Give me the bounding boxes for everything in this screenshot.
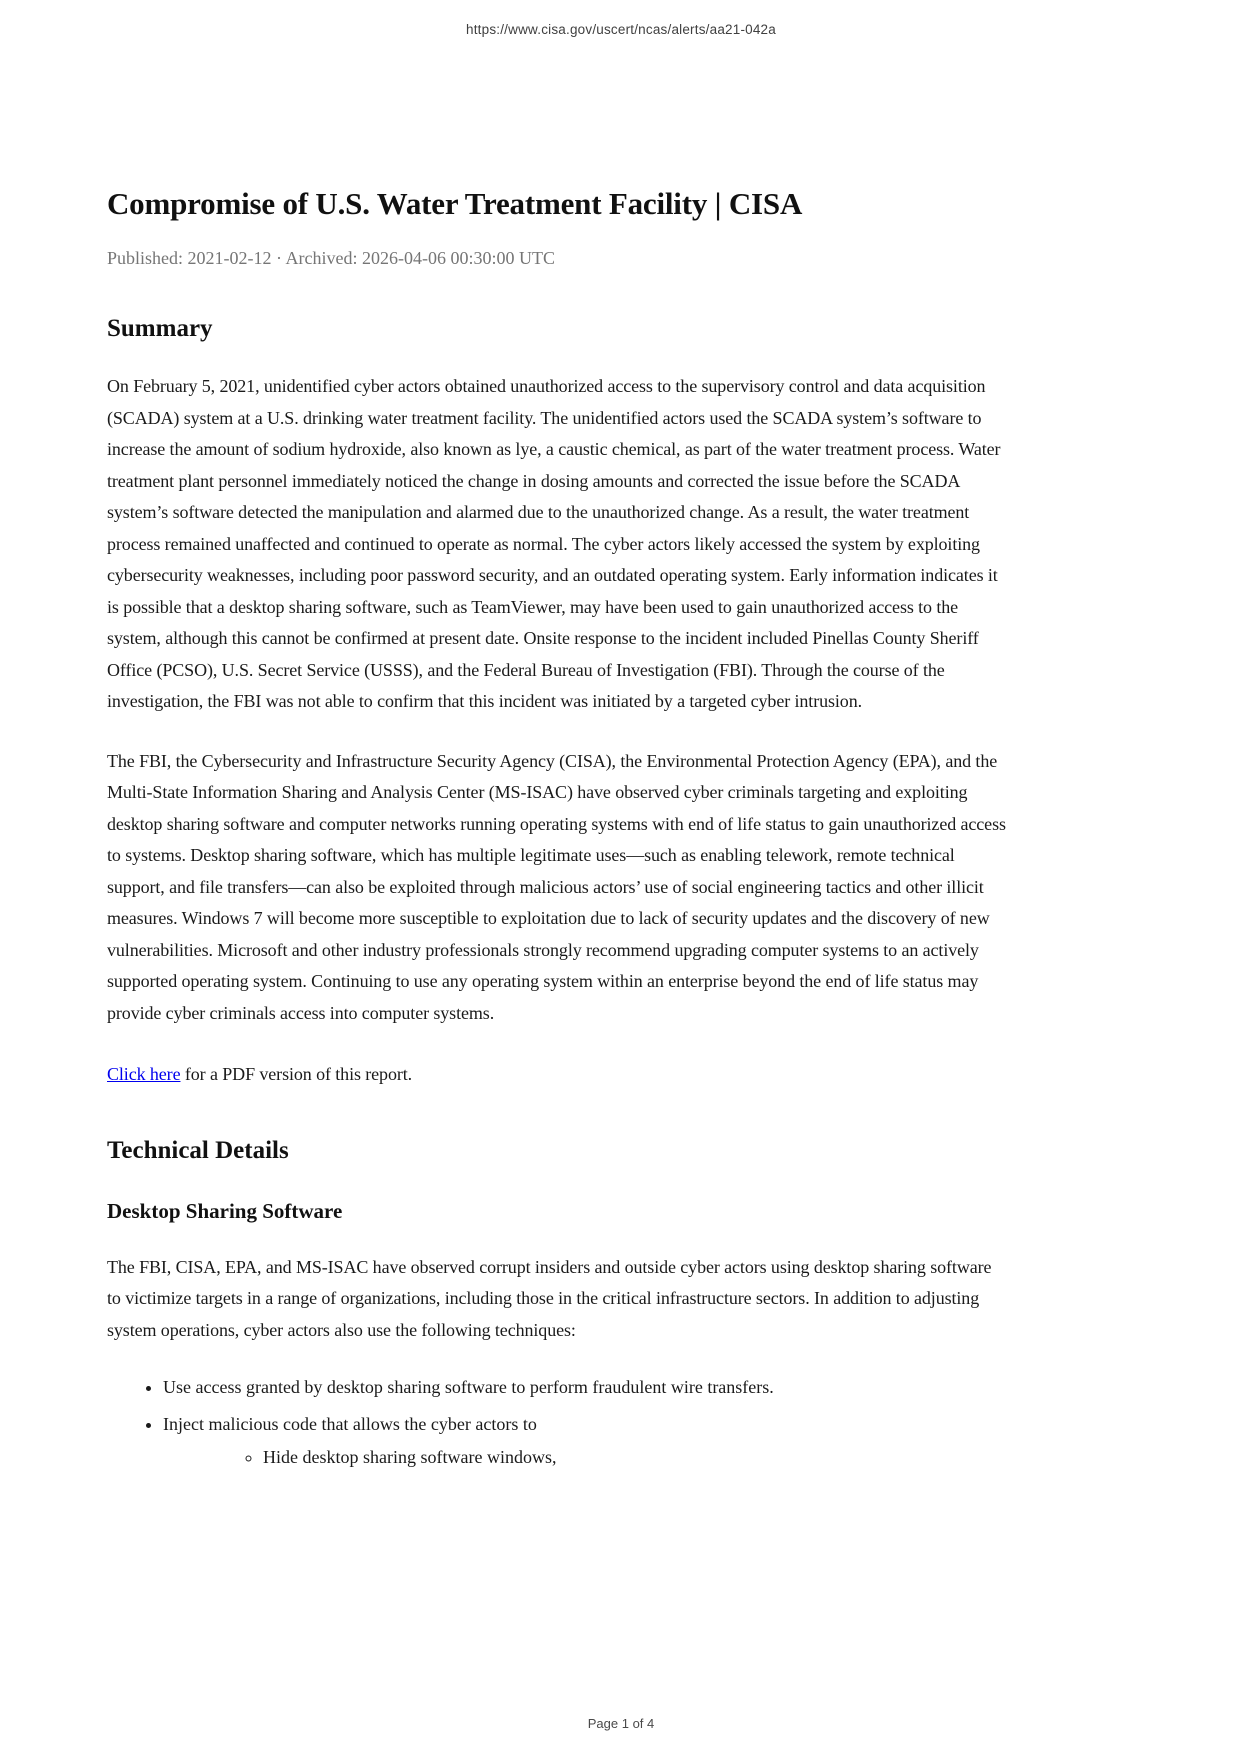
published-archived-meta: Published: 2021-02-12 · Archived: 2026-04-06 00:30:00 UTC (107, 248, 555, 268)
summary-paragraph-1: On February 5, 2021, unidentified cyber actors obtained unauthorized access to the supervisory control and data acquisition (SCADA) system at a U.S. drinking water treatment facility. The unidentified actors used the SCADA system’s software to increase the amount of sodium hydroxide, also known as lye, a caustic chemical, as part of the water treatment process. Water treatment plant personnel immediately noticed the change in dosing amounts and corrected the issue before the SCADA system’s software detected the manipulation and alarmed due to the unauthorized change. As a result, the water treatment process remained unaffected and continued to operate as normal. The cyber actors likely accessed the system by exploiting cybersecurity weaknesses, including poor password security, and an outdated operating system. Early information indicates it is possible that a desktop sharing software, such as TeamViewer, may have been used to gain unauthorized access to the system, although this cannot be confirmed at present date. Onsite response to the incident included Pinellas County Sheriff Office (PCSO), U.S. Secret Service (USSS), and the Federal Bureau of Investigation (FBI). Through the course of the investigation, the FBI was not able to confirm that this incident was initiated by a targeted cyber intrusion. (107, 376, 1001, 711)
pdf-report-link[interactable]: Click here (107, 1064, 181, 1084)
pdf-version-line-text: for a PDF version of this report. (180, 1064, 413, 1084)
article-content (107, 0, 1007, 1479)
techniques-sub-list (163, 1442, 1007, 1474)
summary-heading: Summary (107, 315, 213, 342)
list-item-text: Inject malicious code that allows the cyber actors to (163, 1413, 537, 1434)
technical-details-heading: Technical Details (107, 1136, 289, 1164)
sub-list-item: ◦ Hide desktop sharing software windows, (263, 1442, 1007, 1474)
summary-paragraph-2: The FBI, the Cybersecurity and Infrastructure Security Agency (CISA), the Environmental Protection Agency (EPA), and the Multi-State Information Sharing and Analysis Center (MS-ISAC) have observed cyber criminals targeting and exploiting desktop sharing software and computer networks running operating systems with end of life status to gain unauthorized access to systems. Desktop sharing software, which has multiple legitimate uses—such as enabling telework, remote technical support, and file transfers—can also be exploited through malicious actors’ use of social engineering tactics and other illicit measures. Windows 7 will become more susceptible to exploitation due to lack of security updates and the discovery of new vulnerabilities. Microsoft and other industry professionals strongly recommend upgrading computer systems to an actively supported operating system. Continuing to use any operating system within an enterprise beyond the end of life status may provide cyber criminals access into computer systems. (107, 750, 1006, 1023)
desktop-sharing-software-heading: Desktop Sharing Software (107, 1198, 343, 1223)
technical-intro-paragraph: The FBI, CISA, EPA, and MS-ISAC have observed corrupt insiders and outside cyber actors using desktop sharing software to victimize targets in a range of organizations, including those in the critical infrastructure sectors. In addition to adjusting system operations, cyber actors also use the following techniques: (107, 1256, 992, 1340)
list-item: • Use access granted by desktop sharing software to perform fraudulent wire transfers. (163, 1372, 1007, 1404)
page-number-label: Page 1 of 4 (587, 1716, 655, 1731)
list-item (163, 1409, 1007, 1474)
pdf-version-line (107, 1059, 1007, 1091)
page-title: Compromise of U.S. Water Treatment Facility | CISA (107, 186, 803, 221)
print-header-url: https://www.cisa.gov/uscert/ncas/alerts/aa21-042a (466, 22, 776, 37)
techniques-list (107, 1372, 1007, 1474)
